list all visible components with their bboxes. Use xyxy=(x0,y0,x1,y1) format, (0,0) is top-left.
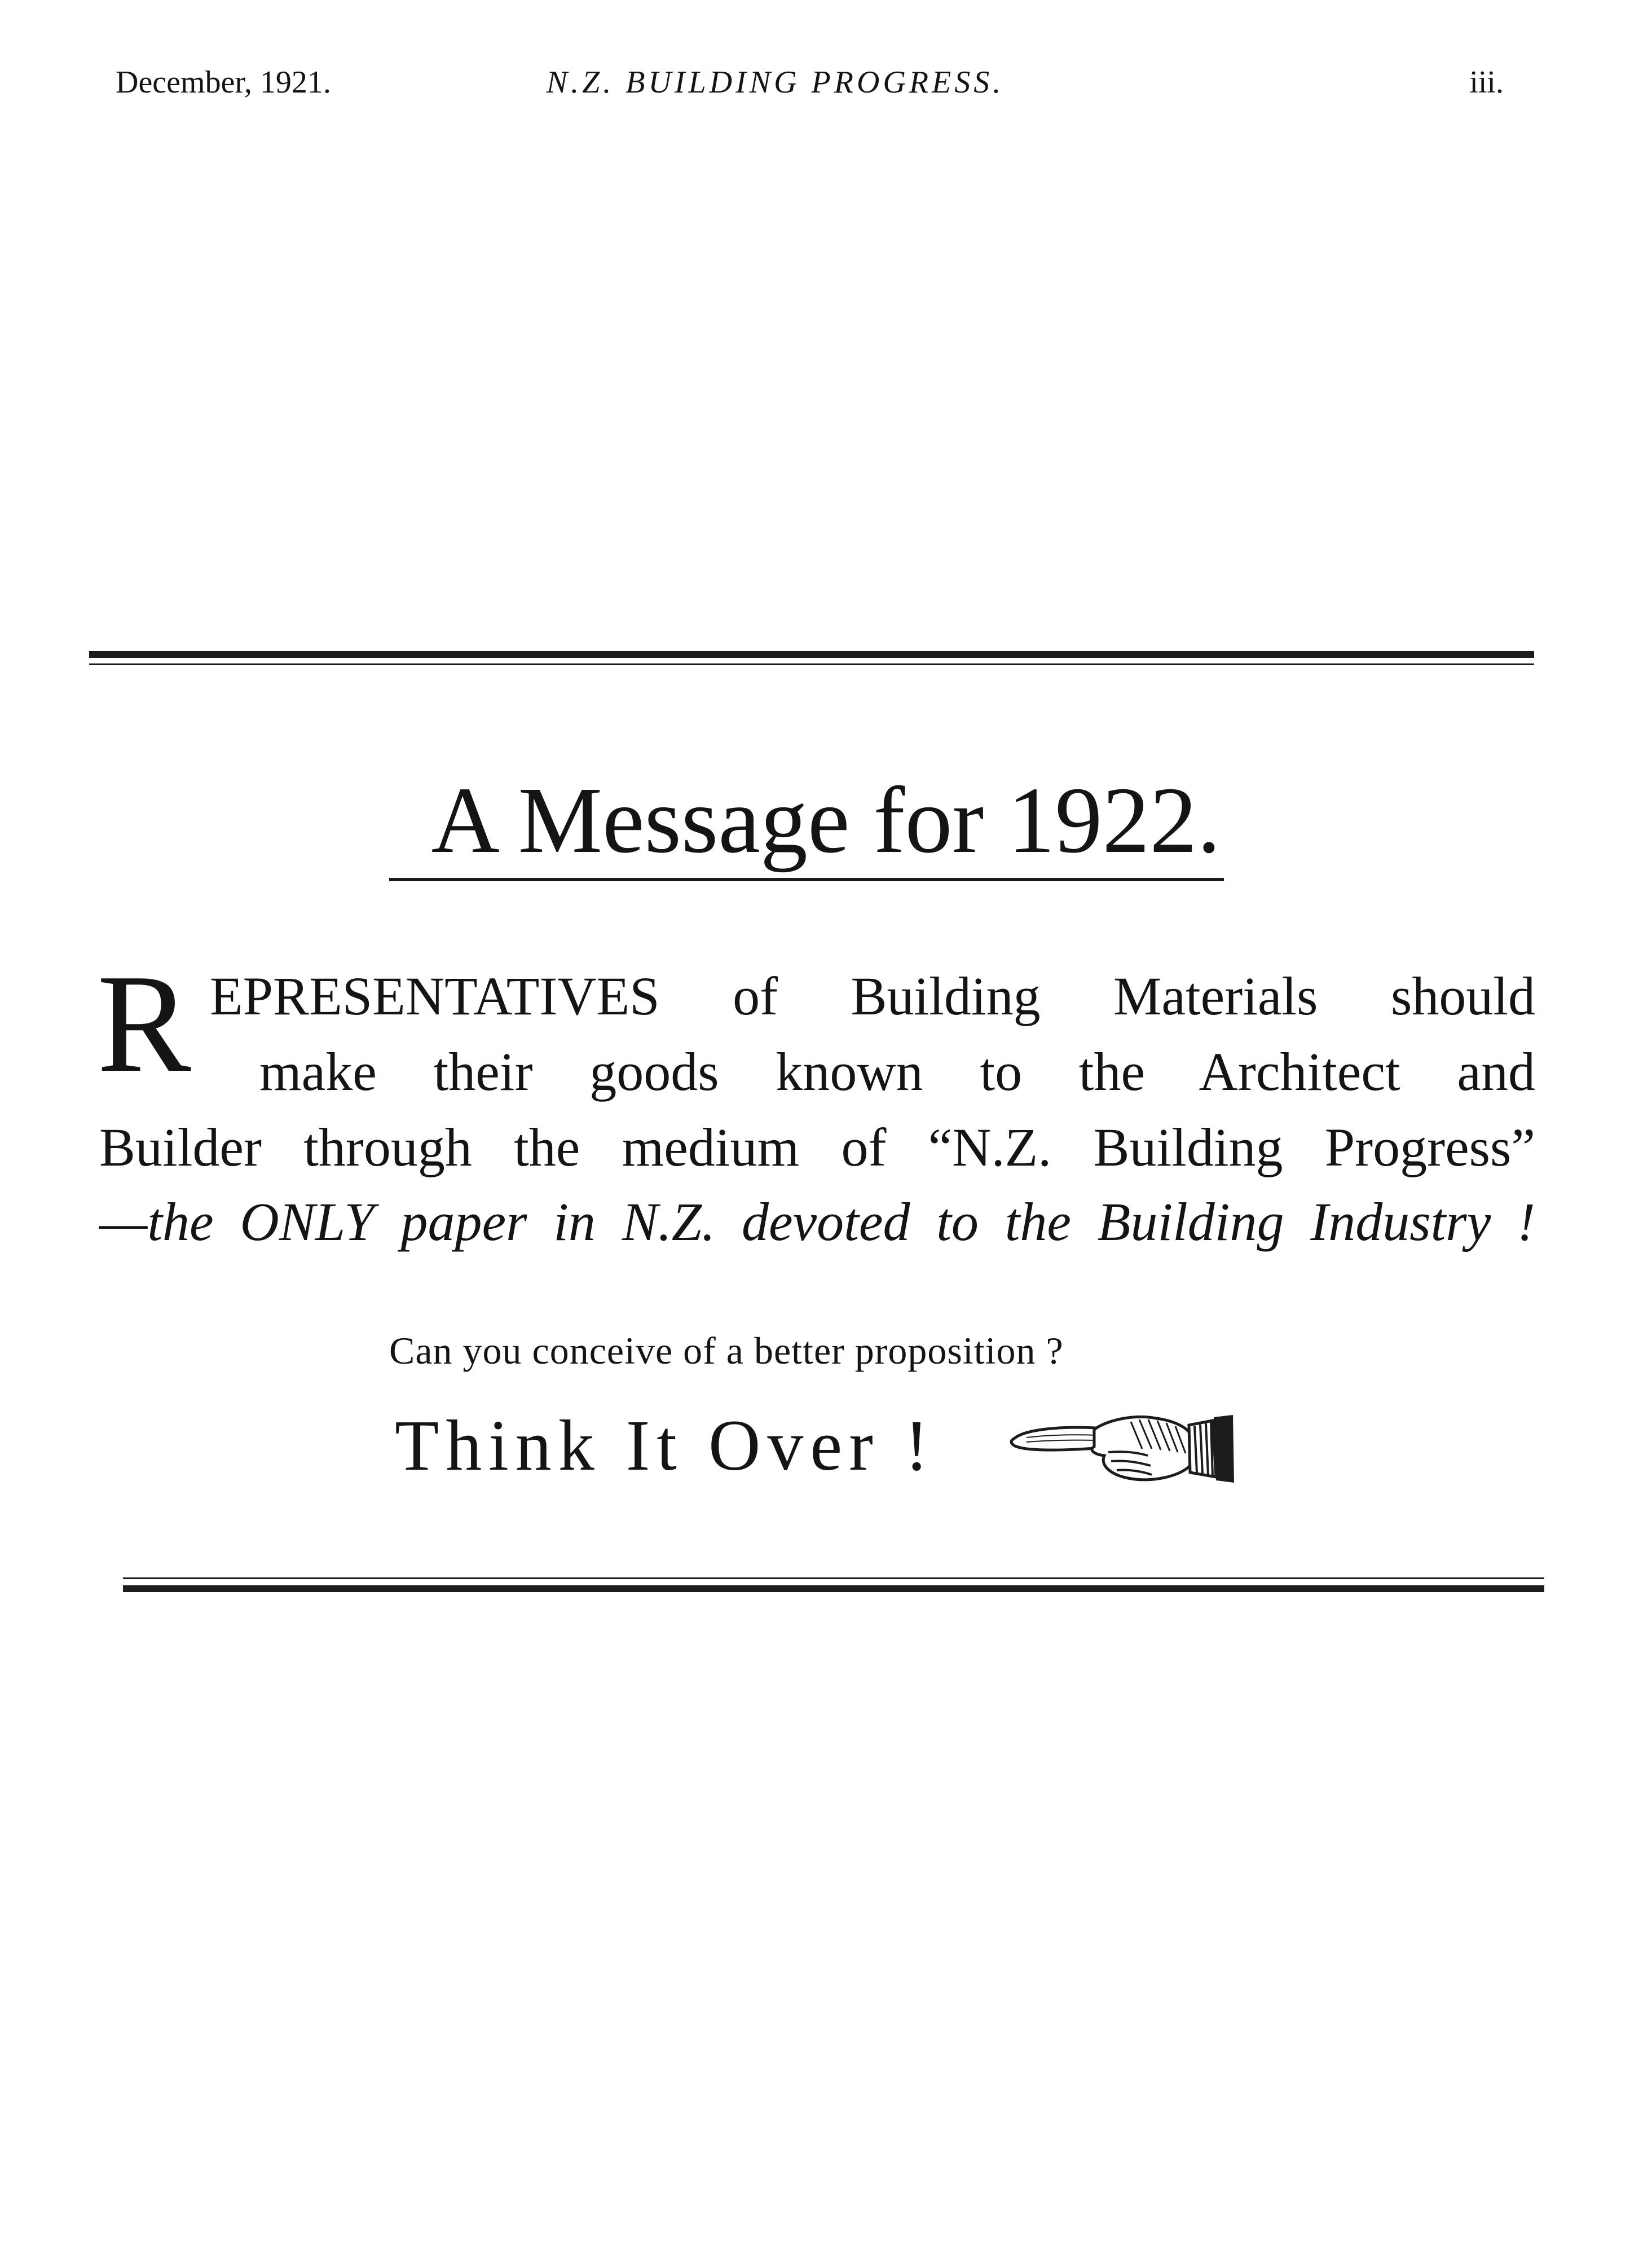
pointing-hand-icon xyxy=(1010,1398,1235,1494)
page-number: iii. xyxy=(1469,65,1504,100)
drop-cap: R xyxy=(97,946,191,1102)
call-to-action: Think It Over ! xyxy=(395,1405,936,1485)
bottom-rule-thin xyxy=(123,1577,1544,1579)
body-line-3: Builder through the medium of “N.Z. Building Progress” xyxy=(99,1117,1535,1177)
publication-title: N.Z. BUILDING PROGRESS. xyxy=(546,65,1005,100)
bottom-rule-thick xyxy=(123,1585,1544,1592)
body-line-1: EPRESENTATIVES of Building Materials should xyxy=(210,966,1535,1026)
body-line-4: —the ONLY paper in N.Z. devoted to the Building Industry ! xyxy=(99,1192,1535,1252)
top-rule-thin xyxy=(89,663,1534,665)
top-rule-thick xyxy=(89,651,1534,658)
issue-date: December, 1921. xyxy=(116,65,331,100)
question-text: Can you conceive of a better proposition ? xyxy=(389,1329,1064,1372)
advert-headline: A Message for 1922. xyxy=(431,768,1221,873)
headline-underline xyxy=(389,878,1224,881)
body-line-2: make their goods known to the Architect and xyxy=(259,1041,1535,1102)
